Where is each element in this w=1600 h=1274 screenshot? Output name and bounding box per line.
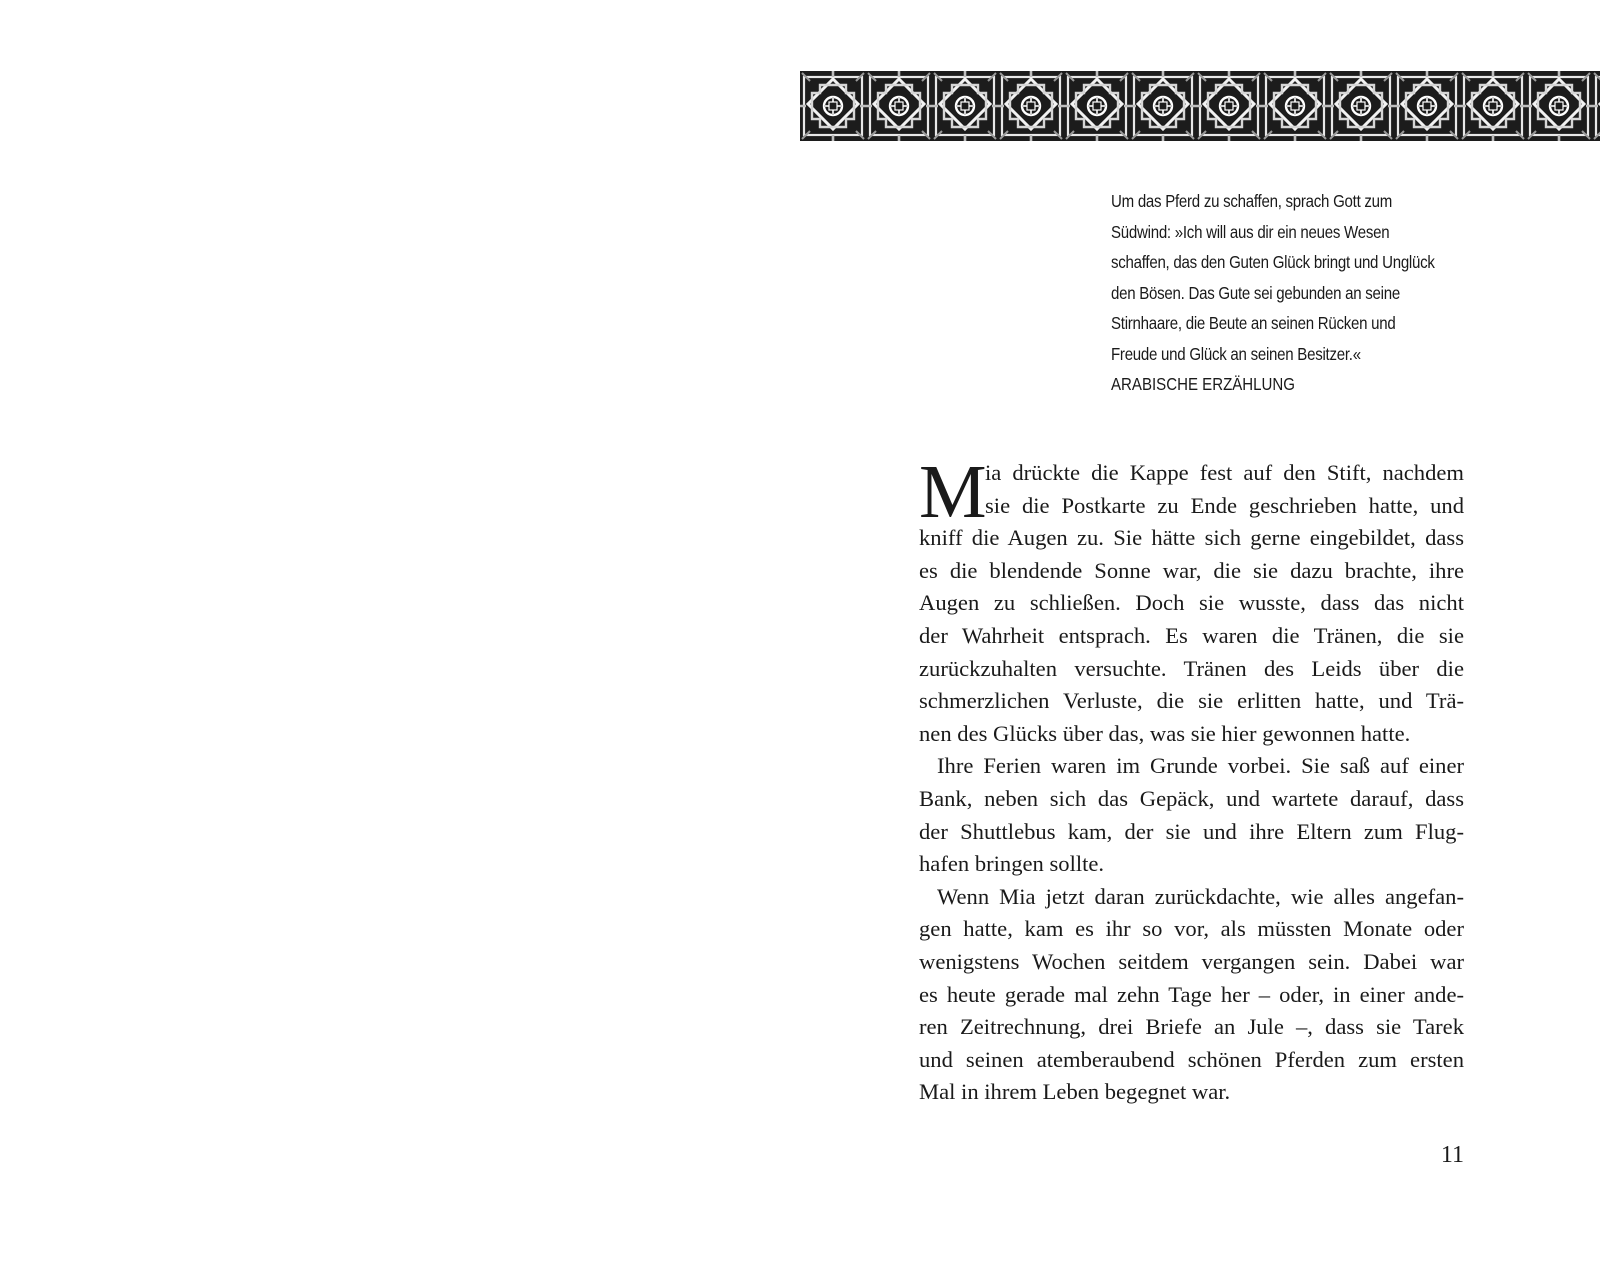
text-line: es heute gerade mal zehn Tage her – oder, in einer ande- <box>919 981 1464 1007</box>
epigraph-line: den Bösen. Das Gute sei gebunden an seine <box>1111 282 1400 303</box>
epigraph-line: Freude und Glück an seinen Besitzer.« <box>1111 343 1361 364</box>
ornamental-header-band <box>800 71 1600 141</box>
text-line: und seinen atemberaubend schönen Pferden zum ersten <box>919 1046 1464 1072</box>
text-line: wenigstens Wochen seitdem vergangen sein. Dabei war <box>919 948 1464 974</box>
text-line: Augen zu schließen. Doch sie wusste, dass das nicht <box>919 590 1464 616</box>
epigraph-line: Stirnhaare, die Beute an seinen Rücken und <box>1111 313 1396 333</box>
epigraph-source: ARABISCHE ERZÄHLUNG <box>1111 374 1295 394</box>
drop-cap: M <box>919 450 987 534</box>
ornament-pattern-icon <box>800 71 1600 141</box>
text-line: ren Zeitrechnung, drei Briefe an Jule –, dass sie Tarek <box>919 1014 1464 1040</box>
text-line: der Shuttlebus kam, der sie und ihre Eltern zum Flug- <box>919 818 1464 844</box>
text-line: gen hatte, kam es ihr so vor, als müssten Monate oder <box>919 916 1464 942</box>
text-line: zurückzuhalten versuchte. Tränen des Leids über die <box>919 655 1464 681</box>
text-line: Bank, neben sich das Gepäck, und wartete darauf, dass <box>919 785 1464 811</box>
page-number: 11 <box>1440 1142 1464 1168</box>
text-line: kniff die Augen zu. Sie hätte sich gerne eingebildet, dass <box>919 525 1464 551</box>
text-line: sie die Postkarte zu Ende geschrieben hatte, und <box>985 492 1464 518</box>
text-line: hafen bringen sollte. <box>919 851 1105 877</box>
epigraph-line: Um das Pferd zu schaffen, sprach Gott zum <box>1111 191 1393 211</box>
epigraph <box>1111 186 1472 400</box>
text-line: Mal in ihrem Leben begegnet war. <box>919 1079 1231 1105</box>
text-line: nen des Glücks über das, was sie hier gewonnen hatte. <box>919 720 1411 746</box>
text-line: der Wahrheit entsprach. Es waren die Tränen, die sie <box>919 622 1464 648</box>
text-line: Ihre Ferien waren im Grunde vorbei. Sie saß auf einer <box>937 753 1464 779</box>
text-line: Wenn Mia jetzt daran zurückdachte, wie alles angefan- <box>937 883 1464 909</box>
body-text <box>919 457 1464 1109</box>
text-line: es die blendende Sonne war, die sie dazu brachte, ihre <box>919 557 1464 583</box>
text-line: ia drückte die Kappe fest auf den Stift, nachdem <box>985 460 1464 485</box>
text-line: schmerzlichen Verluste, die sie erlitten hatte, und Trä- <box>919 688 1464 714</box>
epigraph-line: schaffen, das den Guten Glück bringt und Unglück <box>1111 252 1435 272</box>
epigraph-line: Südwind: »Ich will aus dir ein neues Wesen <box>1111 221 1390 242</box>
